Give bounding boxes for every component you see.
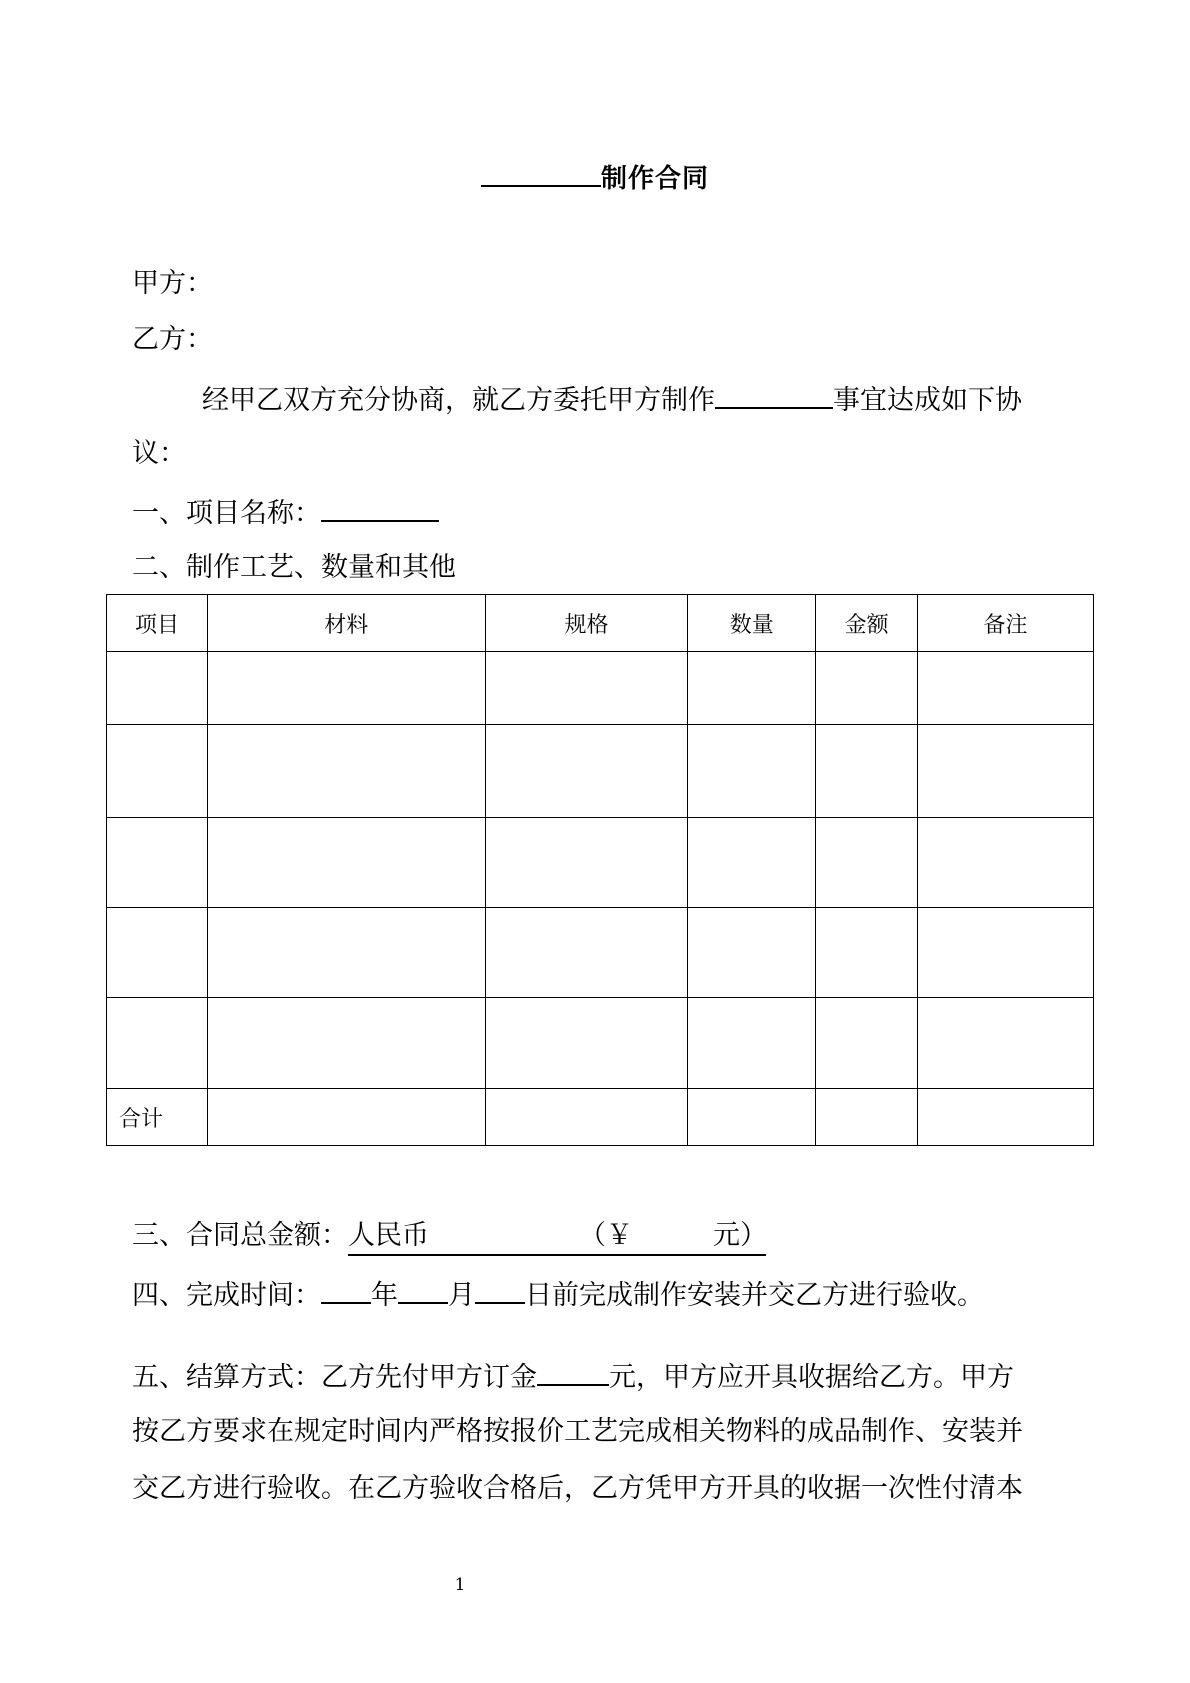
- table-cell[interactable]: [918, 818, 1094, 908]
- items-table: [106, 594, 1094, 1146]
- table-cell[interactable]: [485, 998, 688, 1089]
- title-blank: [481, 159, 601, 187]
- section-5-line-2: 按乙方要求在规定时间内严格按报价工艺完成相关物料的成品制作、安装并: [132, 1416, 1023, 1447]
- intro-line: [202, 380, 1022, 419]
- col-header-remarks: 备注: [918, 595, 1094, 652]
- table-cell[interactable]: [688, 908, 816, 998]
- section-5-text-b: 元，甲方应开具收据给乙方。甲方: [609, 1362, 1014, 1393]
- table-row: [107, 998, 1094, 1089]
- table-cell[interactable]: [918, 998, 1094, 1089]
- table-cell[interactable]: [207, 908, 485, 998]
- table-cell[interactable]: [688, 998, 816, 1089]
- table-cell[interactable]: [918, 1089, 1094, 1146]
- party-a-line: 甲方：: [132, 268, 213, 299]
- table-cell[interactable]: [816, 725, 918, 818]
- intro-before: 经甲乙双方充分协商，就乙方委托甲方制作: [202, 385, 715, 416]
- rmb-label: 人民币: [348, 1220, 429, 1251]
- table-cell[interactable]: [918, 908, 1094, 998]
- table-cell[interactable]: [107, 652, 208, 725]
- table-cell[interactable]: [816, 818, 918, 908]
- table-cell[interactable]: [107, 818, 208, 908]
- col-header-amount: 金额: [816, 595, 918, 652]
- title-text: 制作合同: [600, 164, 709, 194]
- party-b-line: 乙方：: [132, 324, 213, 355]
- intro-continuation: 议：: [132, 438, 186, 469]
- section-3: [132, 1218, 766, 1256]
- contract-title: [0, 158, 1190, 195]
- section-5-line-1: [132, 1357, 1014, 1396]
- section-2: 二、制作工艺、数量和其他: [132, 552, 456, 583]
- table-cell[interactable]: [485, 818, 688, 908]
- intro-after: 事宜达成如下协: [833, 385, 1022, 416]
- section-5-line-3: 交乙方进行验收。在乙方验收合格后，乙方凭甲方开具的收据一次性付清本: [132, 1473, 1023, 1504]
- table-cell[interactable]: [816, 1089, 918, 1146]
- table-row: [107, 725, 1094, 818]
- table-row: [107, 908, 1094, 998]
- table-cell[interactable]: [688, 818, 816, 908]
- project-name-blank: [321, 493, 439, 522]
- col-header-material: 材料: [207, 595, 485, 652]
- col-header-spec: 规格: [485, 595, 688, 652]
- table-cell[interactable]: [207, 818, 485, 908]
- table-cell[interactable]: [816, 908, 918, 998]
- month-label: 月: [448, 1280, 475, 1311]
- table-cell[interactable]: [485, 1089, 688, 1146]
- table-cell[interactable]: [485, 908, 688, 998]
- total-amount-field: [348, 1218, 766, 1256]
- table-cell[interactable]: [107, 908, 208, 998]
- table-cell[interactable]: [107, 998, 208, 1089]
- table-row: [107, 652, 1094, 725]
- year-label: 年: [371, 1280, 398, 1311]
- table-cell[interactable]: [207, 725, 485, 818]
- table-cell[interactable]: [207, 652, 485, 725]
- yuan-open: （￥: [579, 1220, 633, 1251]
- section-1: [132, 493, 439, 532]
- page-number: 1: [454, 1575, 466, 1595]
- intro-blank: [715, 380, 833, 409]
- table-cell[interactable]: [207, 1089, 485, 1146]
- section-4-label: 四、完成时间：: [132, 1280, 321, 1311]
- table-cell[interactable]: [207, 998, 485, 1089]
- day-text: 日前完成制作安装并交乙方进行验收。: [525, 1280, 984, 1311]
- table-header-row: [107, 595, 1094, 652]
- table-cell[interactable]: [816, 652, 918, 725]
- section-3-label: 三、合同总金额：: [132, 1220, 348, 1251]
- table-cell[interactable]: [485, 725, 688, 818]
- table-cell[interactable]: [485, 652, 688, 725]
- col-header-quantity: 数量: [688, 595, 816, 652]
- table-cell[interactable]: [688, 725, 816, 818]
- section-5-text-a: 五、结算方式：乙方先付甲方订金: [132, 1362, 537, 1393]
- table-total-row: [107, 1089, 1094, 1146]
- section-4: [132, 1275, 984, 1314]
- table-cell[interactable]: [688, 1089, 816, 1146]
- col-header-item: 项目: [107, 595, 208, 652]
- table-cell[interactable]: [918, 652, 1094, 725]
- year-blank: [321, 1275, 371, 1304]
- table-cell[interactable]: [918, 725, 1094, 818]
- yuan-close: 元）: [713, 1220, 767, 1251]
- table-cell[interactable]: [688, 652, 816, 725]
- deposit-blank: [537, 1357, 609, 1386]
- table-cell[interactable]: [107, 725, 208, 818]
- section-1-label: 一、项目名称：: [132, 498, 321, 529]
- month-blank: [398, 1275, 448, 1304]
- total-label: 合计: [107, 1089, 208, 1146]
- table-row: [107, 818, 1094, 908]
- day-blank: [475, 1275, 525, 1304]
- table-cell[interactable]: [816, 998, 918, 1089]
